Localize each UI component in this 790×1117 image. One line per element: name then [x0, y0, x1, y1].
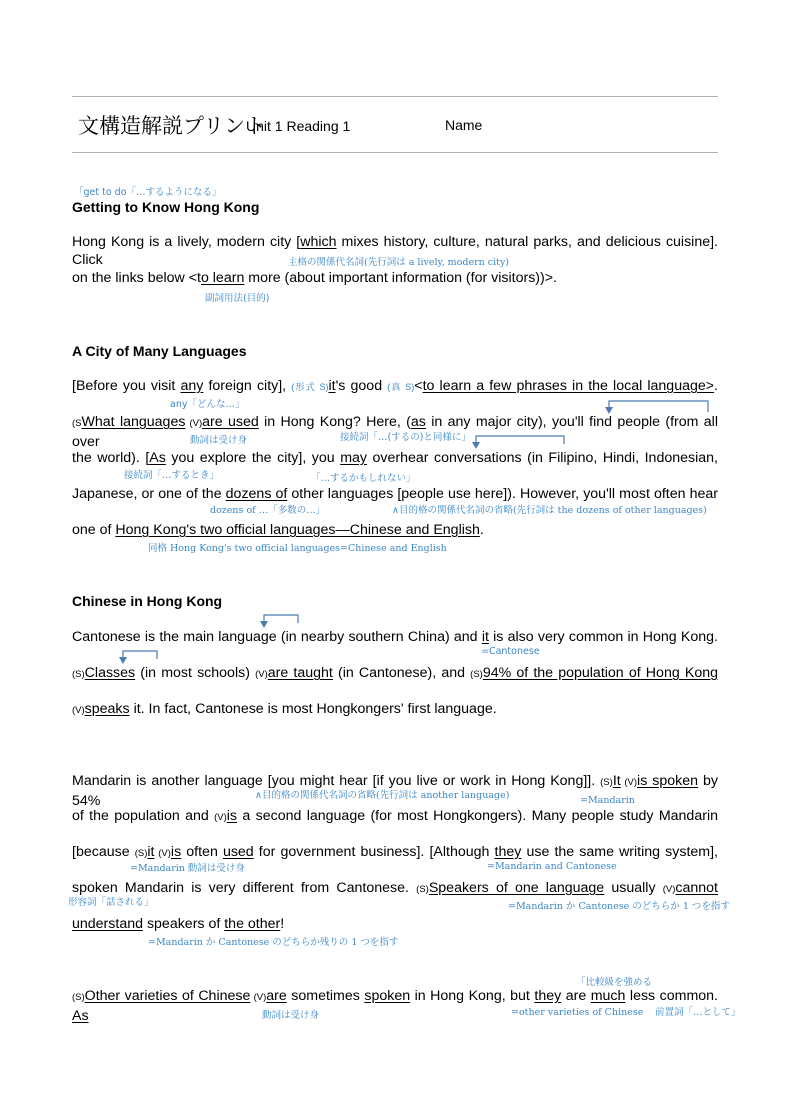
- text: Cantonese is the main language (in nearby southern China) and: [72, 629, 482, 645]
- paragraph-line: [72, 521, 718, 539]
- page-title: 文構造解説プリント: [78, 114, 267, 138]
- paragraph-line: [72, 807, 718, 827]
- paragraph-line: [72, 915, 718, 933]
- text: by 54%: [72, 773, 718, 809]
- verb-marker: (V): [154, 848, 171, 859]
- heading-city-of-many-languages: A City of Many Languages: [72, 343, 247, 359]
- annotation-one-language: =Mandarin か Cantonese のどちらか 1 つを指す: [508, 901, 730, 912]
- annotation-as-conjunction: 接続詞「…(するの)と同様に」: [340, 432, 471, 443]
- annotation-which: 主格の関係代名詞(先行詞は a lively, modern city): [288, 257, 510, 268]
- text: on the links below <t: [72, 270, 201, 286]
- text: .: [714, 378, 718, 394]
- paragraph-line: [72, 485, 718, 503]
- underlined-cannot: cannot: [675, 880, 719, 896]
- text: one of: [72, 522, 116, 538]
- annotation-as-when: 接続詞「…するとき」: [124, 470, 220, 481]
- text: (in most schools): [135, 665, 256, 681]
- underlined-is-spoken: is spoken: [637, 773, 699, 789]
- text: overhear conversations (in Filipino, Hindi, Indonesian,: [367, 450, 718, 466]
- top-rule: [72, 96, 718, 97]
- text: often: [181, 844, 223, 860]
- underlined-to-learn: o learn: [200, 270, 245, 286]
- text: of the population and: [72, 808, 215, 824]
- paragraph-line: [72, 377, 718, 396]
- annotation-it-mandarin: =Mandarin: [580, 795, 635, 806]
- verb-marker: (V): [620, 777, 638, 788]
- text: foreign city],: [203, 378, 292, 394]
- text: mixes history, culture, natural parks, and delicious cuisine]. Click: [72, 234, 718, 268]
- text: a second language (for most Hongkongers). Many people study Mandarin: [237, 808, 718, 824]
- underlined-it: it: [147, 844, 155, 860]
- annotation-to-learn: 副詞用法(目的): [205, 293, 270, 304]
- text: other languages [people use here]). However, you'll most often hear: [287, 486, 718, 502]
- text: more (about important information (for visitors))>.: [244, 270, 557, 286]
- annotation-any: any「どんな…」: [170, 399, 245, 410]
- heading-getting-to-know: Getting to Know Hong Kong: [72, 199, 260, 215]
- annotation-passive: 動詞は受け身: [262, 1010, 320, 1021]
- text: in any major city), you'll find people (from all over: [72, 414, 718, 450]
- heading-chinese-in-hong-kong: Chinese in Hong Kong: [72, 593, 223, 609]
- text: Hong Kong is a lively, modern city [: [72, 234, 301, 250]
- verb-marker: (V): [214, 812, 227, 823]
- text: <: [414, 378, 423, 394]
- text: Japanese, or one of the: [72, 486, 226, 502]
- text: usually: [604, 880, 663, 896]
- paragraph-line: [72, 449, 718, 467]
- annotation-they: =Mandarin and Cantonese: [487, 861, 617, 872]
- underlined-speakers-of-one-language: Speakers of one language: [428, 880, 605, 896]
- underlined-it: it: [481, 629, 489, 645]
- verb-marker: (V): [255, 669, 268, 680]
- underlined-are: are: [266, 988, 287, 1004]
- subject-marker: (S): [72, 992, 85, 1003]
- subject-marker: (S): [72, 669, 85, 680]
- underlined-as: As: [149, 450, 166, 466]
- underlined-is: is: [226, 808, 238, 824]
- annotation-it-mandarin-passive: =Mandarin 動詞は受け身: [130, 863, 245, 874]
- underlined-they: they: [494, 844, 522, 860]
- paragraph-line: [72, 664, 718, 684]
- annotation-spoken: 形容詞「話される」: [68, 897, 154, 908]
- underlined-as: as: [410, 414, 426, 430]
- annotation-passive: 動詞は受け身: [190, 435, 248, 446]
- annotation-much: 「比較級を強める: [576, 977, 653, 988]
- subject-marker: (S): [470, 669, 483, 680]
- annotation-omitted-relative: ∧目的格の関係代名詞の省略(先行詞は the dozens of other languages): [392, 505, 707, 516]
- underlined-speaks: speaks: [84, 701, 130, 717]
- header-bottom-rule: [72, 152, 718, 153]
- text: for government business]. [Although: [253, 844, 495, 860]
- text: .: [479, 522, 484, 538]
- underlined-are-used: are used: [202, 414, 259, 430]
- underlined-it: It: [612, 773, 621, 789]
- underlined-the-other: the other: [224, 916, 281, 932]
- underlined-they: they: [534, 988, 562, 1004]
- arrow-conversations-modifier-icon: [470, 434, 570, 450]
- paragraph-line: [72, 843, 718, 863]
- underlined-which: which: [300, 234, 337, 250]
- paragraph-line: [72, 879, 718, 899]
- text: [Before you visit: [72, 378, 181, 394]
- text: Mandarin is another language [you might hear [if you live or work in Hong Kong]].: [72, 773, 601, 789]
- text: are: [561, 988, 591, 1004]
- underlined-what-languages: What languages: [81, 414, 186, 430]
- text: (in Cantonese), and: [332, 665, 471, 681]
- underlined-understand: understand: [72, 916, 143, 932]
- underlined-spoken: spoken: [364, 988, 411, 1004]
- annotation-dozens-of: dozens of …「多数の…」: [210, 505, 326, 516]
- text: 's good: [335, 378, 388, 394]
- verb-marker: (V): [185, 418, 203, 429]
- tag-true-subject: (真 S): [387, 382, 415, 392]
- subject-marker: (S): [600, 777, 613, 788]
- underlined-other-varieties: Other varieties of Chinese: [84, 988, 251, 1004]
- paragraph-line: [72, 987, 718, 1025]
- name-label: Name: [445, 117, 483, 133]
- paragraph-line: [72, 628, 718, 646]
- verb-marker: (V): [72, 705, 85, 716]
- underlined-dozens-of: dozens of: [225, 486, 288, 502]
- verb-marker: (V): [250, 992, 267, 1003]
- text: in Hong Kong? Here, (: [258, 414, 411, 430]
- underlined-classes: Classes: [84, 665, 136, 681]
- underlined-any: any: [180, 378, 204, 394]
- underlined-much: much: [590, 988, 626, 1004]
- unit-label: Unit 1 Reading 1: [246, 118, 351, 134]
- annotation-as-preposition: 前置詞「…として」: [655, 1007, 741, 1018]
- underlined-94-percent: 94% of the population of Hong Kong: [482, 665, 719, 681]
- underlined-as: As: [72, 1008, 89, 1024]
- text: !: [280, 916, 285, 932]
- text: sometimes: [286, 988, 365, 1004]
- text: is also very common in Hong Kong.: [488, 629, 718, 645]
- text: use the same writing system],: [521, 844, 718, 860]
- text: speakers of: [143, 916, 225, 932]
- subject-marker: (S: [72, 418, 82, 429]
- annotation-the-other: =Mandarin か Cantonese のどちらか残りの 1 つを指す: [148, 937, 399, 948]
- text: less common.: [625, 988, 718, 1004]
- subject-marker: (S): [416, 884, 429, 895]
- underlined-to-learn-phrases: to learn a few phrases in the local language>: [422, 378, 715, 394]
- annotation-it-cantonese: =Cantonese: [481, 646, 540, 657]
- underlined-is: is: [170, 844, 182, 860]
- annotation-may: 「…するかもしれない」: [311, 473, 416, 484]
- annotation-apposition: 同格 Hong Kong's two official languages=Chinese and English: [148, 543, 447, 554]
- text: the world). [: [72, 450, 150, 466]
- paragraph-line: [72, 269, 718, 287]
- underlined-official-languages: Hong Kong's two official languages—Chinese and English: [115, 522, 480, 538]
- arrow-language-modifier-icon: [258, 613, 304, 629]
- verb-marker: (V): [662, 884, 676, 895]
- underlined-it: it: [328, 378, 336, 394]
- text: you explore the city], you: [165, 450, 341, 466]
- underlined-are-taught: are taught: [267, 665, 333, 681]
- text: in Hong Kong, but: [410, 988, 535, 1004]
- text: it. In fact, Cantonese is most Hongkongers' first language.: [129, 701, 497, 717]
- text: [because: [72, 844, 135, 860]
- text: spoken Mandarin is very different from Cantonese.: [72, 880, 417, 896]
- paragraph-line: [72, 700, 718, 720]
- underlined-may: may: [340, 450, 367, 466]
- annotation-omitted-relative: ∧目的格の関係代名詞の省略(先行詞は another language): [255, 790, 510, 801]
- arrow-classes-modifier-icon: [117, 649, 163, 665]
- underlined-used: used: [222, 844, 254, 860]
- tag-formal-subject: (形式 S): [291, 382, 329, 392]
- annotation-get-to-do: 「get to do「…するようになる」: [74, 187, 222, 198]
- subject-marker: (S): [134, 848, 148, 859]
- annotation-they: =other varieties of Chinese: [511, 1007, 644, 1018]
